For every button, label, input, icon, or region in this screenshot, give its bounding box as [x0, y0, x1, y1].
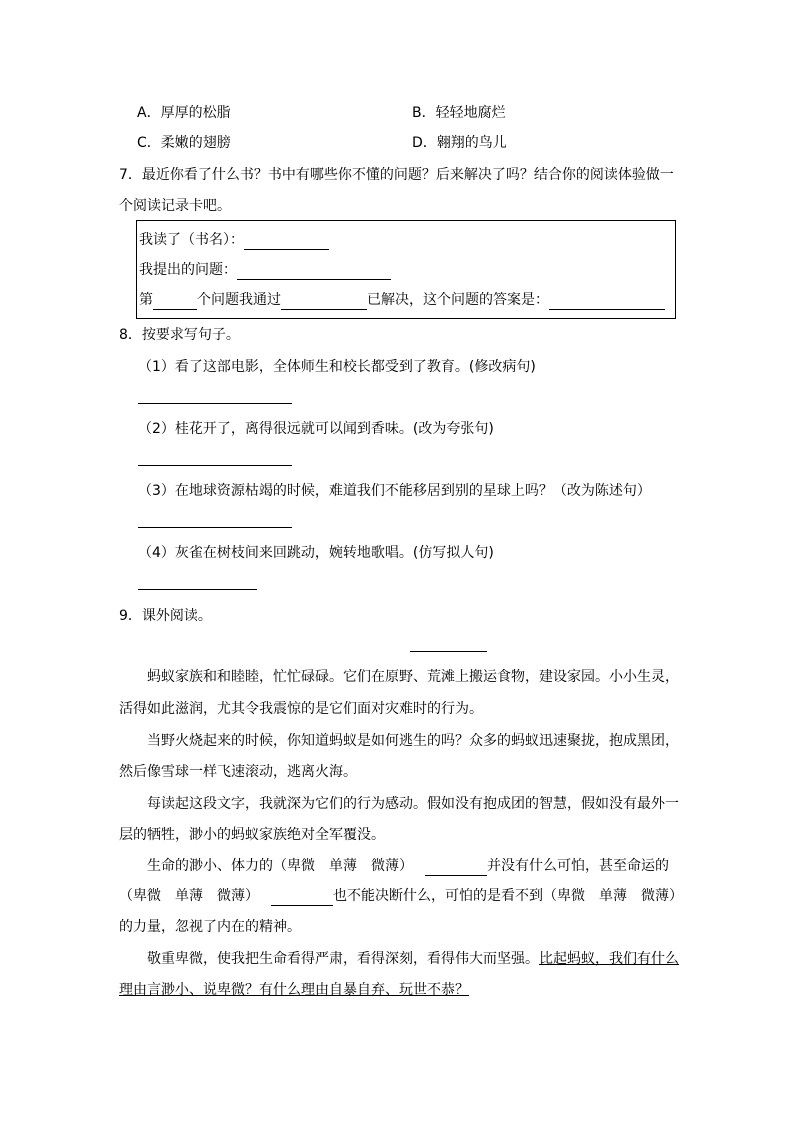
passage-p4-line2: [119, 886, 683, 906]
underlined-sentence-part2: 理由言渺小、说卑微？有什么理由自暴自弃、玩世不恭？: [119, 982, 469, 998]
row3-label-c: 已解决，这个问题的答案是：: [367, 292, 549, 308]
passage-p4-line1: [147, 856, 669, 876]
passage-title-blank[interactable]: [410, 651, 487, 652]
card-row-question: [139, 260, 391, 280]
p4-line2-text-b: 也不能决断什么，可怕的是看不到（卑微 单薄 微薄）: [333, 888, 683, 904]
book-name-blank[interactable]: [244, 233, 329, 250]
passage-p2-line2: 然后像雪球一样飞速滚动，逃离火海。: [119, 764, 357, 780]
q8-answer-line-2[interactable]: [138, 465, 292, 466]
word-choice-blank-2[interactable]: [271, 889, 333, 906]
p4-line1-text-b: 并没有什么可怕，甚至命运的: [487, 858, 669, 874]
q8-sentence-4: （4）灰雀在树枝间来回跳动，婉转地歌唱。(仿写拟人句): [138, 545, 494, 561]
q8-title: 8．按要求写句子。: [119, 327, 240, 343]
passage-p1-line1: 蚂蚁家族和和睦睦，忙忙碌碌。它们在原野、荒滩上搬运食物，建设家园。小小生灵，: [147, 669, 679, 685]
card-row-answer: [139, 290, 665, 310]
passage-p3-line1: 每读起这段文字，我就深为它们的行为感动。假如没有抱成团的智慧，假如没有最外一: [147, 796, 679, 812]
q8-answer-line-1[interactable]: [138, 403, 292, 404]
option-c: C．柔嫩的翅膀: [137, 135, 231, 151]
q8-sentence-3: （3）在地球资源枯竭的时候，难道我们不能移居到别的星球上吗？（改为陈述句）: [138, 483, 651, 499]
passage-p5-line1: [147, 949, 679, 969]
question-blank[interactable]: [237, 263, 391, 280]
answer-blank[interactable]: [549, 293, 665, 310]
option-b: B．轻轻地腐烂: [412, 105, 506, 121]
row3-label-a: 第: [139, 292, 153, 308]
book-name-label: 我读了（书名）：: [139, 232, 244, 248]
underlined-sentence-part1: 比起蚂蚁，我们有什么: [539, 951, 679, 967]
passage-p4-line3: 的力量，忽视了内在的精神。: [119, 919, 301, 935]
q8-answer-line-4[interactable]: [138, 589, 257, 590]
method-blank[interactable]: [281, 293, 367, 310]
q7-prompt-line1: 7．最近你看了什么书？书中有哪些你不懂的问题？后来解决了吗？结合你的阅读体验做一: [119, 167, 674, 183]
word-choice-blank-1[interactable]: [425, 859, 487, 876]
q9-title: 9．课外阅读。: [119, 608, 212, 624]
reading-record-card: [136, 220, 676, 319]
q8-sentence-2: （2）桂花开了，离得很远就可以闻到香味。(改为夸张句): [138, 421, 494, 437]
question-number-blank[interactable]: [153, 293, 197, 310]
p4-line1-text-a: 生命的渺小、体力的（卑微 单薄 微薄）: [147, 858, 413, 874]
row3-label-b: 个问题我通过: [197, 292, 281, 308]
passage-p2-line1: 当野火烧起来的时候，你知道蚂蚁是如何逃生的吗？众多的蚂蚁迅速聚拢，抱成黑团，: [147, 733, 679, 749]
option-d: D．翱翔的鸟儿: [412, 135, 507, 151]
question-label: 我提出的问题：: [139, 262, 237, 278]
card-row-book: [139, 230, 329, 250]
option-a: A．厚厚的松脂: [137, 105, 231, 121]
q8-answer-line-3[interactable]: [138, 527, 292, 528]
passage-p3-line2: 层的牺牲，渺小的蚂蚁家族绝对全军覆没。: [119, 827, 385, 843]
p5-line1-text: 敬重卑微，使我把生命看得严肃，看得深刻，看得伟大而坚强。: [147, 951, 539, 967]
q7-prompt-line2: 个阅读记录卡吧。: [119, 198, 231, 214]
q8-sentence-1: （1）看了这部电影，全体师生和校长都受到了教育。(修改病句): [138, 359, 536, 375]
p4-line2-text-a: （卑微 单薄 微薄）: [119, 888, 259, 904]
passage-p1-line2: 活得如此滋润，尤其令我震惊的是它们面对灾难时的行为。: [119, 701, 483, 717]
